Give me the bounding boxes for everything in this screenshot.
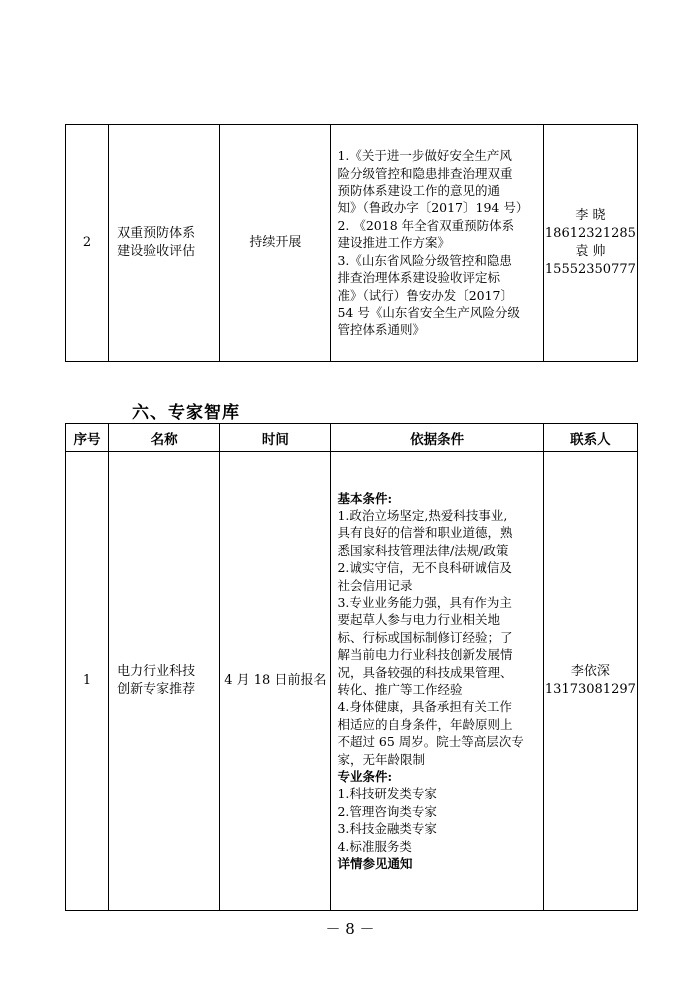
basis-subheading: 详情参见通知	[337, 856, 413, 872]
basis-line: 解当前电力行业科技创新发展情	[337, 647, 513, 663]
contact-name: 李依深	[570, 664, 610, 679]
basis-line: 2.管理咨询类专家	[337, 803, 437, 819]
table-row	[66, 125, 638, 362]
row-number: 1	[82, 673, 92, 688]
basis-line: 要起草人参与电力行业相关地	[337, 612, 500, 628]
item-name-cell	[109, 125, 220, 362]
basis-line: 1.科技研发类专家	[337, 786, 437, 802]
basis-subheading: 基本条件:	[337, 490, 393, 506]
contact-phone: 15552350777	[544, 262, 636, 277]
basis-line: 转化、推广等工作经验	[337, 682, 463, 697]
basis-line: 管控体系通则》	[337, 322, 425, 338]
item-name-line: 创新专家推荐	[117, 682, 196, 697]
contact-cell	[543, 452, 637, 911]
basis-line: 知》（鲁政办字〔2017〕194 号）	[337, 200, 529, 216]
basis-line: 标、行标或国标制修订经验；了	[337, 629, 513, 645]
basis-line: 悉国家科技管理法律/法规/政策	[337, 542, 509, 558]
basis-line: 准》（试行）鲁安办发〔2017〕	[337, 287, 513, 303]
basis-line: 2.诚实守信，无不良科研诚信及	[337, 560, 512, 576]
column-header: 序号	[66, 424, 109, 452]
basis-line: 况，具备较强的科技成果管理、	[337, 664, 513, 680]
basis-line: 1.政治立场坚定,热爱科技事业,	[337, 507, 508, 523]
basis-line: 不超过 65 周岁。院士等高层次专	[337, 734, 524, 750]
basis-cell	[331, 125, 543, 362]
basis-subheading: 专业条件:	[337, 769, 393, 785]
contact-name: 袁 帅	[575, 244, 606, 259]
basis-line: 2. 《2018 年全省双重预防体系	[337, 217, 515, 233]
contact-phone: 18612321285	[544, 226, 636, 241]
section-title: 六、专家智库	[132, 403, 240, 423]
item-name-line: 双重预防体系	[117, 226, 196, 241]
basis-line: 1.《关于进一步做好安全生产风	[337, 148, 512, 164]
time-cell	[220, 452, 331, 911]
row-number: 2	[82, 235, 92, 250]
expert-table	[65, 423, 638, 911]
row-number-cell	[66, 125, 109, 362]
basis-line: 排查治理体系建设验收评定标	[337, 270, 500, 286]
column-header: 联系人	[543, 424, 637, 452]
column-header: 依据条件	[331, 424, 543, 452]
basis-cell	[331, 452, 543, 911]
time-cell	[220, 125, 331, 362]
basis-line: 54 号《山东省安全生产风险分级	[337, 304, 520, 320]
time-value: 4 月 18 日前报名	[224, 673, 327, 688]
basis-line: 险分级管控和隐患排查治理双重	[337, 165, 513, 181]
item-name-cell	[109, 452, 220, 911]
basis-line: 建设推进工作方案》	[337, 235, 450, 251]
basis-line: 4.身体健康，具备承担有关工作	[337, 699, 512, 715]
basis-line: 预防体系建设工作的意见的通	[337, 183, 500, 199]
basis-line: 4.标准服务类	[337, 838, 412, 854]
contact-phone: 13173081297	[544, 682, 636, 697]
column-header: 名称	[109, 424, 220, 452]
basis-line: 3.专业业务能力强，具有作为主	[337, 594, 512, 610]
basis-line: 3.《山东省风险分级管控和隐患	[337, 252, 512, 268]
item-name-line: 建设验收评估	[117, 244, 196, 259]
page-number: － 8 －	[325, 920, 375, 938]
contact-cell	[543, 125, 637, 362]
basis-line: 家，无年龄限制	[337, 751, 425, 767]
basis-line: 相适应的自身条件，年龄原则上	[337, 716, 513, 732]
table-row	[66, 452, 638, 911]
basis-line: 3.科技金融类专家	[337, 821, 437, 837]
time-value: 持续开展	[249, 235, 302, 250]
continued-table	[65, 124, 638, 362]
column-header: 时间	[220, 424, 331, 452]
row-number-cell	[66, 452, 109, 911]
basis-line: 社会信用记录	[337, 577, 413, 593]
item-name-line: 电力行业科技	[117, 664, 196, 679]
table-header-row	[66, 424, 638, 452]
basis-line: 具有良好的信誉和职业道德，熟	[337, 525, 513, 541]
contact-name: 李 晓	[575, 208, 606, 223]
